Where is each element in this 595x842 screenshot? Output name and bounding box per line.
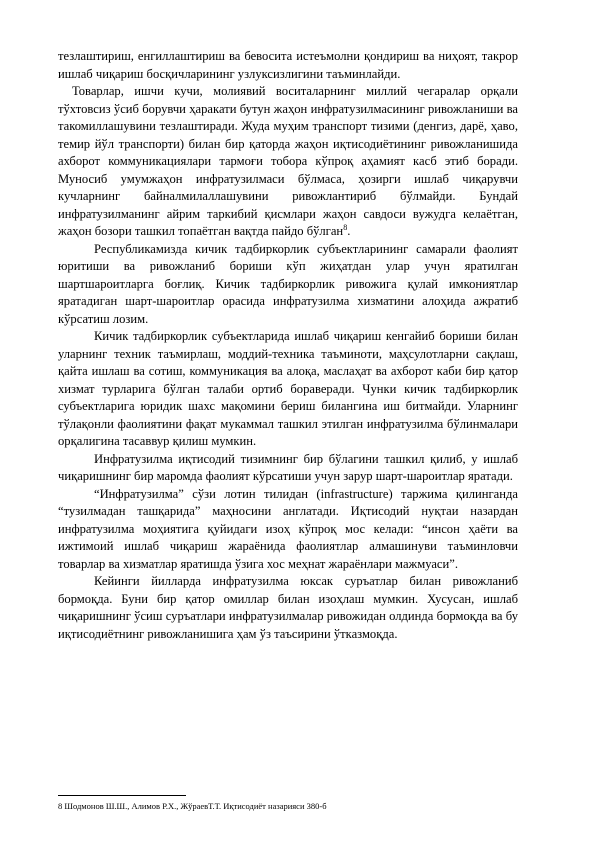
paragraph-2-tail: . [347, 224, 351, 238]
paragraph-5: Инфратузилма иқтисодий тизимнинг бир бўлагини ташкил қилиб, у ишлаб чиқаришнинг бир маромда фаолият кўрсатиши учун зарур шарт-шароитлар яратади. [58, 451, 518, 483]
paragraph-7: Кейинги йилларда инфратузилма юксак суръатлар билан ривожланиб бормоқда. Буни бир қатор омиллар билан изоҳлаш мумкин. Хусусан, ишлаб чиқаришнинг ўсиш суръатлари инфратузилмалар ривожидан олдинда бормоқда ва бу иқтисодиётнинг ривожланишига ҳам ўз таъсирини ўтказмоқда. [58, 574, 518, 641]
footnote: 8 Шодмонов Ш.Ш., Алимов Р.Х., ЖўраевТ.Т. Иқтисодиёт назарияси 380-б [58, 801, 327, 811]
footnote-divider [58, 795, 186, 796]
paragraph-4: Кичик тадбиркорлик субъектларида ишлаб чиқариш кенгайиб бориши билан уларнинг техник таъмирлаш, моддий-техника таъминоти, маҳсулотларни сақлаш, қайта ишлаш ва сотиш, коммуникация ва алоқа, маслаҳат ва ахборот каби бир қатор хизмат турларига бўлган талаби ортиб бораверади. Чунки кичик тадбиркорлик субъектларига юридик шахс мақомини бериш билангина иш битмайди. Уларнинг тўлақонли фаолиятини фақат мукаммал ташкил этилган инфратузилма бўлинмалари орқалигина тасаввур қилиш мумкин. [58, 329, 518, 448]
paragraph-2-text: Товарлар, ишчи кучи, молиявий воситаларнинг миллий чегаралар орқали тўхтовсиз ўсиб борувчи ҳаракати бутун жаҳон инфратузилмасининг ривожланиши ва такомиллашувини тезлаштиради. Жуда муҳим транспорт тизими (денгиз, дарё, ҳаво, темир йўл транспорти) билан бир қаторда жаҳон иқтисодиётининг ривожланишида ахборот коммуникациялари тармоғи тобора кўпроқ аҳамият касб этиб боради. Муносиб умумжаҳон инфратузилмаси бўлмаса, ҳозирги ишлаб чиқарувчи кучларнинг байналмилаллашувини ривожлантириб бўлмайди. Бундай инфратузилманинг айрим таркибий қисмлари жаҳон савдоси вужудга келаётган, жаҳон бозори ташкил топаётган вақтда пайдо бўлган [58, 84, 518, 238]
paragraph-1: тезлаштириш, енгиллаштириш ва бевосита истеъмолни қондириш ва ниҳоят, такрор ишлаб чиқариш босқичларининг узлуксизлигини таъминлайди. [58, 49, 518, 81]
paragraph-3: Республикамизда кичик тадбиркорлик субъектларининг самарали фаолият юритиши ва ривожланиб бориши кўп жиҳатдан улар учун яратилган шартшароитларга боғлиқ. Кичик тадбиркорлик ривожига қулай имкониятлар яратадиган шарт-шароитлар орасида инфратузилма хизматини алоҳида ажратиб кўрсатиш лозим. [58, 241, 518, 326]
footnote-ref: 8 [343, 222, 348, 232]
paragraph-2 [58, 83, 518, 241]
paragraph-6: “Инфратузилма” сўзи лотин тилидан (infrastructure) таржима қилинганда “тузилмадан ташқарида” маҳносини англатади. Иқтисодий нуқтаи назардан инфратузилма моҳиятига қуйидаги изоҳ кўпроқ мос келади: “инсон ҳаёти ва ижтимоий ишлаб чиқариш жараёнида фаолиятлар алмашинуви таъминловчи товарлар ва хизматлар яратишда ўзига хос меҳнат жараёнлари мажмуаси”. [58, 486, 518, 571]
document-body [58, 48, 518, 643]
